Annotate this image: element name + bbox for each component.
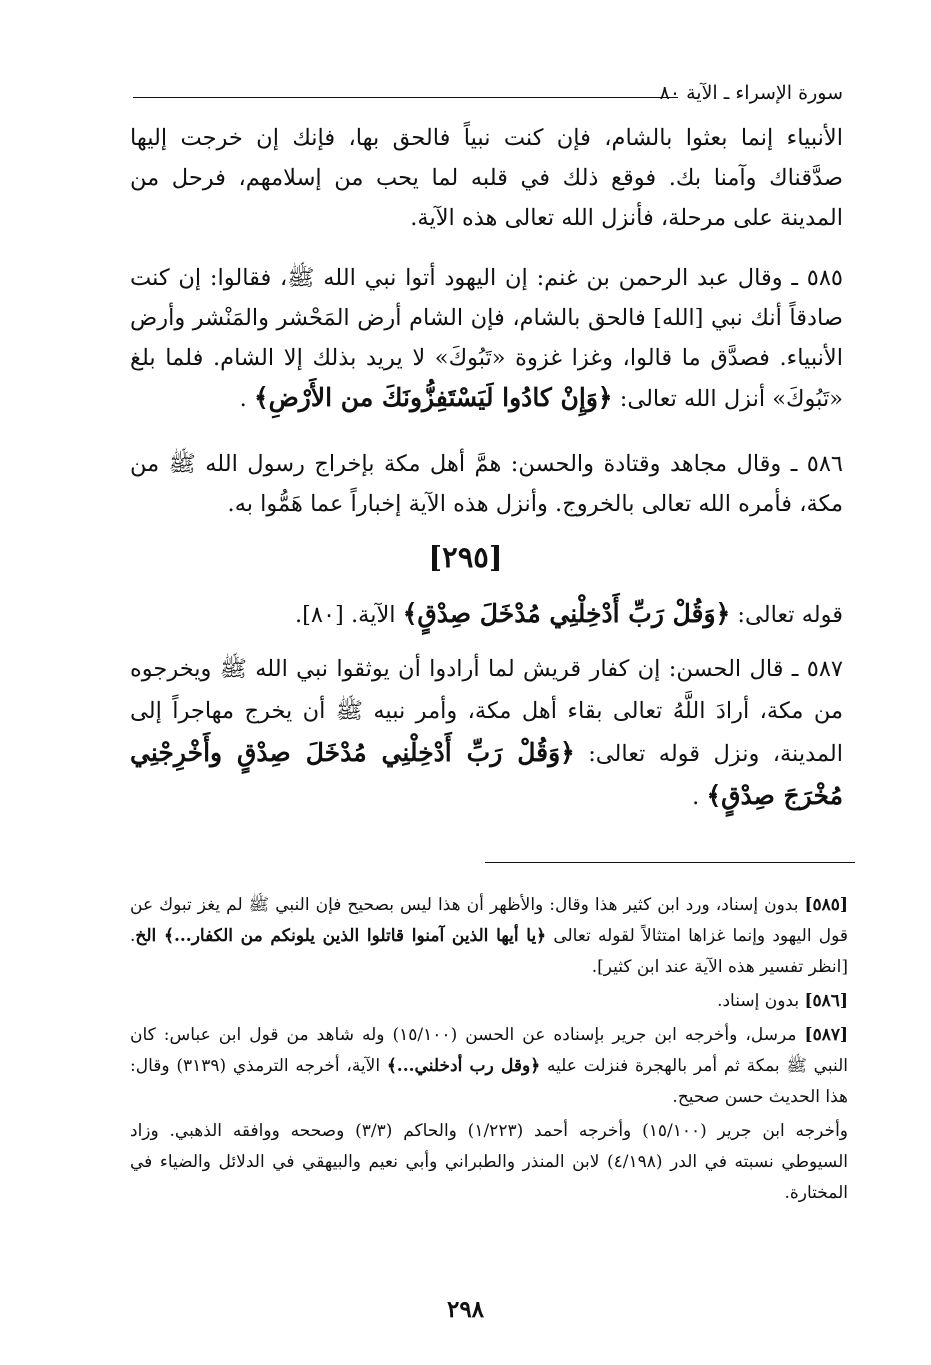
footnote-585 [130,890,848,983]
running-header: سورة الإسراء ـ الآية ٨٠ [659,82,843,104]
verse-quran: ﴿وَقُلْ رَبِّ أَدْخِلْنِي مُدْخَلَ صِدْقٍ﴾ [402,599,731,628]
paragraph-continuation: الأنبياء إنما بعثوا بالشام، فإن كنت نبياً فالحق بها، فإنك إن خرجت إليها صدَّقناك وآمنا بك. فوقع ذلك في قلبه لما يحب من إسلامهم، فرحل من المدينة على مرحلة، فأنزل الله تعالى هذه الآية. [130,125,843,231]
footnote-587 [130,1020,848,1113]
page-number: ٢٩٨ [446,1296,485,1323]
paragraph-587-end: . [692,784,700,810]
paragraph-585-end: . [239,386,247,412]
quran-verse-585: ﴿وَإِنْ كادُوا لَيَسْتَفِزُّونَكَ من الأَرْضِ﴾ [253,383,613,412]
footnotes [130,890,848,1212]
footnote-585-quran: ﴿يا أيها الذين آمنوا قاتلوا الذين يلونكم من الكفار...﴾ الخ [135,926,547,946]
verse-end: الآية. [٨٠]. [294,602,396,628]
footnote-586 [130,986,848,1017]
footnote-586-label: [٥٨٦] [804,991,848,1011]
footnote-587-text: مرسل، وأخرجه ابن جرير بإسناده عن الحسن (١٥/١٠٠) وله شاهد من قول ابن عباس: كان النبي ﷺ بمكة ثم أمر بالهجرة فنزلت عليه [130,1025,849,1076]
paragraph-587-text: ٥٨٧ ـ قال الحسن: إن كفار قريش لما أرادوا أن يوثقوا نبي الله ﷺ ويخرجوه من مكة، أرادَ اللَّهُ تعالى بقاء أهل مكة، وأمر نبيه ﷺ أن يخرج مهاجراً إلى المدينة، ونزل قوله تعالى: [130,656,844,767]
footnote-587-quran: ﴿وقل رب أدخلني...﴾ [386,1056,541,1076]
section-number: [٢٩٥] [428,540,503,574]
footnote-585-ref: . [انظر تفسير هذه الآية عند ابن كثير]. [130,926,848,977]
paragraph-585 [130,258,843,419]
footnote-587-ref: الآية، أخرجه الترمذي (٣١٣٩) وقال: هذا الحديث حسن صحيح. [130,1056,848,1107]
footnote-587-label: [٥٨٧] [804,1025,849,1045]
footnote-585-label: [٥٨٥] [804,895,848,915]
verse-heading [130,594,843,635]
header-rule [133,97,678,98]
footnote-additional: وأخرجه ابن جرير (١٥/١٠٠) وأخرجه أحمد (١/٢٢٣) والحاكم (٣/٣) وصححه ووافقه الذهبي. وزاد السيوطي نسبته في الدر (٤/١٩٨) لابن المنذر والطبراني وأبي نعيم والبيهقي في الدلائل والضياء في المختارة. [130,1121,849,1203]
paragraph-585-text: ٥٨٥ ـ وقال عبد الرحمن بن غنم: إن اليهود أتوا نبي الله ﷺ، فقالوا: إن كنت صادقاً أنك نبي [الله] فالحق بالشام، فإن الشام أرض المَحْشر والمَنْشر وأرض الأنبياء. فصدَّق ما قالوا، وغزا غزوة «تَبُوكَ» لا يريد بذلك إلا الشام. فلما بلغ «تَبُوكَ» أنزل الله تعالى: [130,265,843,412]
paragraph-586: ٥٨٦ ـ وقال مجاهد وقتادة والحسن: همَّ أهل مكة بإخراج رسول الله ﷺ من مكة، فأمره الله تعالى بالخروج. وأنزل هذه الآية إخباراً عما هَمُّوا به. [130,451,843,517]
verse-intro: قوله تعالى: [737,602,843,628]
quran-verse-587: ﴿وَقُلْ رَبِّ أَدْخِلْنِي مُدْخَلَ صِدْقٍ وأَخْرِجْنِي مُخْرَجَ صِدْقٍ﴾ [130,738,843,810]
footnote-586-text: بدون إسناد. [717,991,800,1011]
paragraph-587 [130,648,843,818]
footnote-rule [485,862,855,863]
footnote-585-text: بدون إسناد، ورد ابن كثير هذا وقال: والأظهر أن هذا ليس بصحيح فإن النبي ﷺ لم يغز تبوك عن قول اليهود وإنما غزاها امتثالاً لقوله تعالى [130,895,848,946]
